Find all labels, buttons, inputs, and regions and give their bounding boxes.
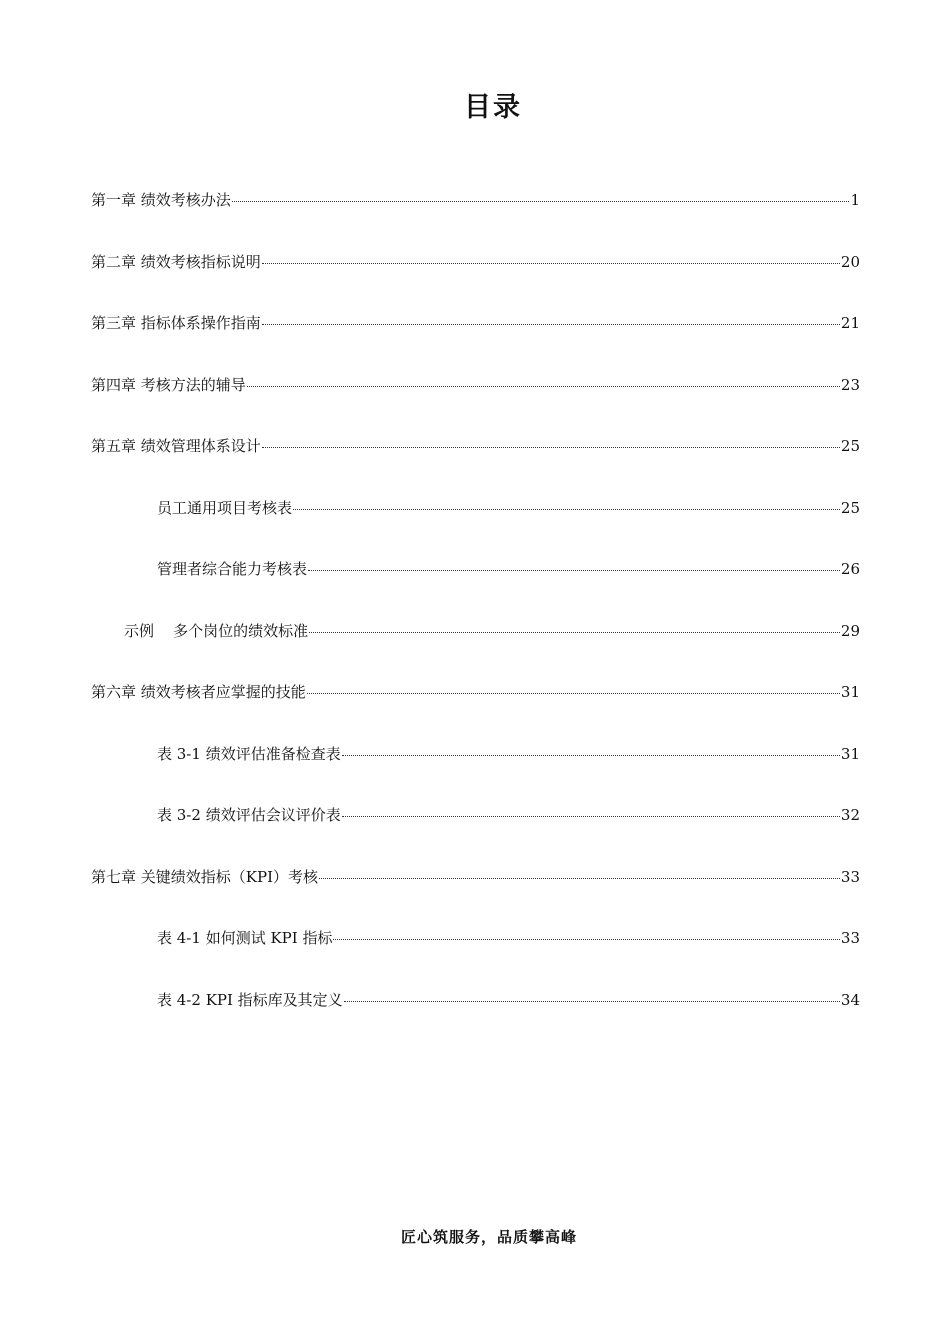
page-footer: 匠心筑服务，品质攀高峰 <box>400 1228 577 1246</box>
toc-entry-chapter-6[interactable] <box>91 680 860 742</box>
toc-entry-page: 29 <box>840 621 860 640</box>
toc-entry-table-4-1[interactable] <box>91 926 860 988</box>
toc-entry-example[interactable] <box>91 619 860 681</box>
toc-entry-label: 示例 多个岗位的绩效标准 <box>124 621 309 640</box>
toc-entry-table-4-2[interactable] <box>91 988 860 1050</box>
toc-entry-label: 第一章 绩效考核办法 <box>91 191 231 209</box>
toc-entry-label: 第六章 绩效考核者应掌握的技能 <box>91 683 306 701</box>
toc-entry-label: 第四章 考核方法的辅导 <box>91 375 246 394</box>
toc-entry-chapter-1[interactable] <box>91 188 860 250</box>
toc-entry-label: 管理者综合能力考核表 <box>157 560 308 578</box>
dot-leader <box>342 755 840 756</box>
toc-entry-label: 第三章 指标体系操作指南 <box>91 314 261 332</box>
dot-leader <box>344 1001 840 1002</box>
toc-entry-page: 25 <box>840 437 860 455</box>
toc-entry-page: 25 <box>840 498 860 517</box>
toc-entry-employee-assessment-table[interactable] <box>91 496 860 558</box>
dot-leader <box>247 386 840 387</box>
toc-entry-page: 33 <box>840 929 860 947</box>
dot-leader <box>333 939 839 940</box>
toc-entry-table-3-2[interactable] <box>91 803 860 865</box>
dot-leader <box>262 324 840 325</box>
toc-entry-page: 21 <box>840 314 860 332</box>
toc-entry-page: 32 <box>840 806 860 824</box>
toc-entry-page: 33 <box>840 867 860 886</box>
dot-leader <box>293 509 840 510</box>
toc-entry-page: 23 <box>840 375 860 394</box>
dot-leader <box>308 570 840 571</box>
toc-entry-page: 1 <box>850 191 860 209</box>
toc-entry-page: 31 <box>840 683 860 701</box>
toc-entry-table-3-1[interactable] <box>91 742 860 804</box>
toc-entry-chapter-2[interactable] <box>91 250 860 312</box>
toc-entry-page: 26 <box>840 560 860 578</box>
dot-leader <box>262 263 840 264</box>
toc-entry-label: 第二章 绩效考核指标说明 <box>91 252 261 271</box>
toc-entry-chapter-7[interactable] <box>91 865 860 927</box>
toc-entry-manager-assessment-table[interactable] <box>91 557 860 619</box>
toc-entry-label: 表 4-1 如何测试 KPI 指标 <box>157 929 333 947</box>
toc-entry-page: 20 <box>840 252 860 271</box>
toc-entry-chapter-3[interactable] <box>91 311 860 373</box>
dot-leader <box>232 201 850 202</box>
toc-entry-page: 31 <box>840 744 860 763</box>
toc-entry-chapter-5[interactable] <box>91 434 860 496</box>
toc-entry-label: 第五章 绩效管理体系设计 <box>91 437 261 455</box>
toc-entry-label: 表 3-2 绩效评估会议评价表 <box>157 806 341 824</box>
toc-entry-label: 表 4-2 KPI 指标库及其定义 <box>157 990 343 1009</box>
toc-entry-label: 第七章 关键绩效指标（KPI）考核 <box>91 867 318 886</box>
toc-entry-label: 员工通用项目考核表 <box>157 498 293 517</box>
toc-entry-page: 34 <box>840 990 860 1009</box>
dot-leader <box>319 878 840 879</box>
toc-entry-label: 表 3-1 绩效评估准备检查表 <box>157 744 341 763</box>
dot-leader <box>309 632 840 633</box>
dot-leader <box>262 447 840 448</box>
dot-leader <box>342 816 840 817</box>
dot-leader <box>307 693 840 694</box>
page-title: 目录 <box>464 92 522 123</box>
table-of-contents <box>91 188 860 1049</box>
toc-entry-chapter-4[interactable] <box>91 373 860 435</box>
